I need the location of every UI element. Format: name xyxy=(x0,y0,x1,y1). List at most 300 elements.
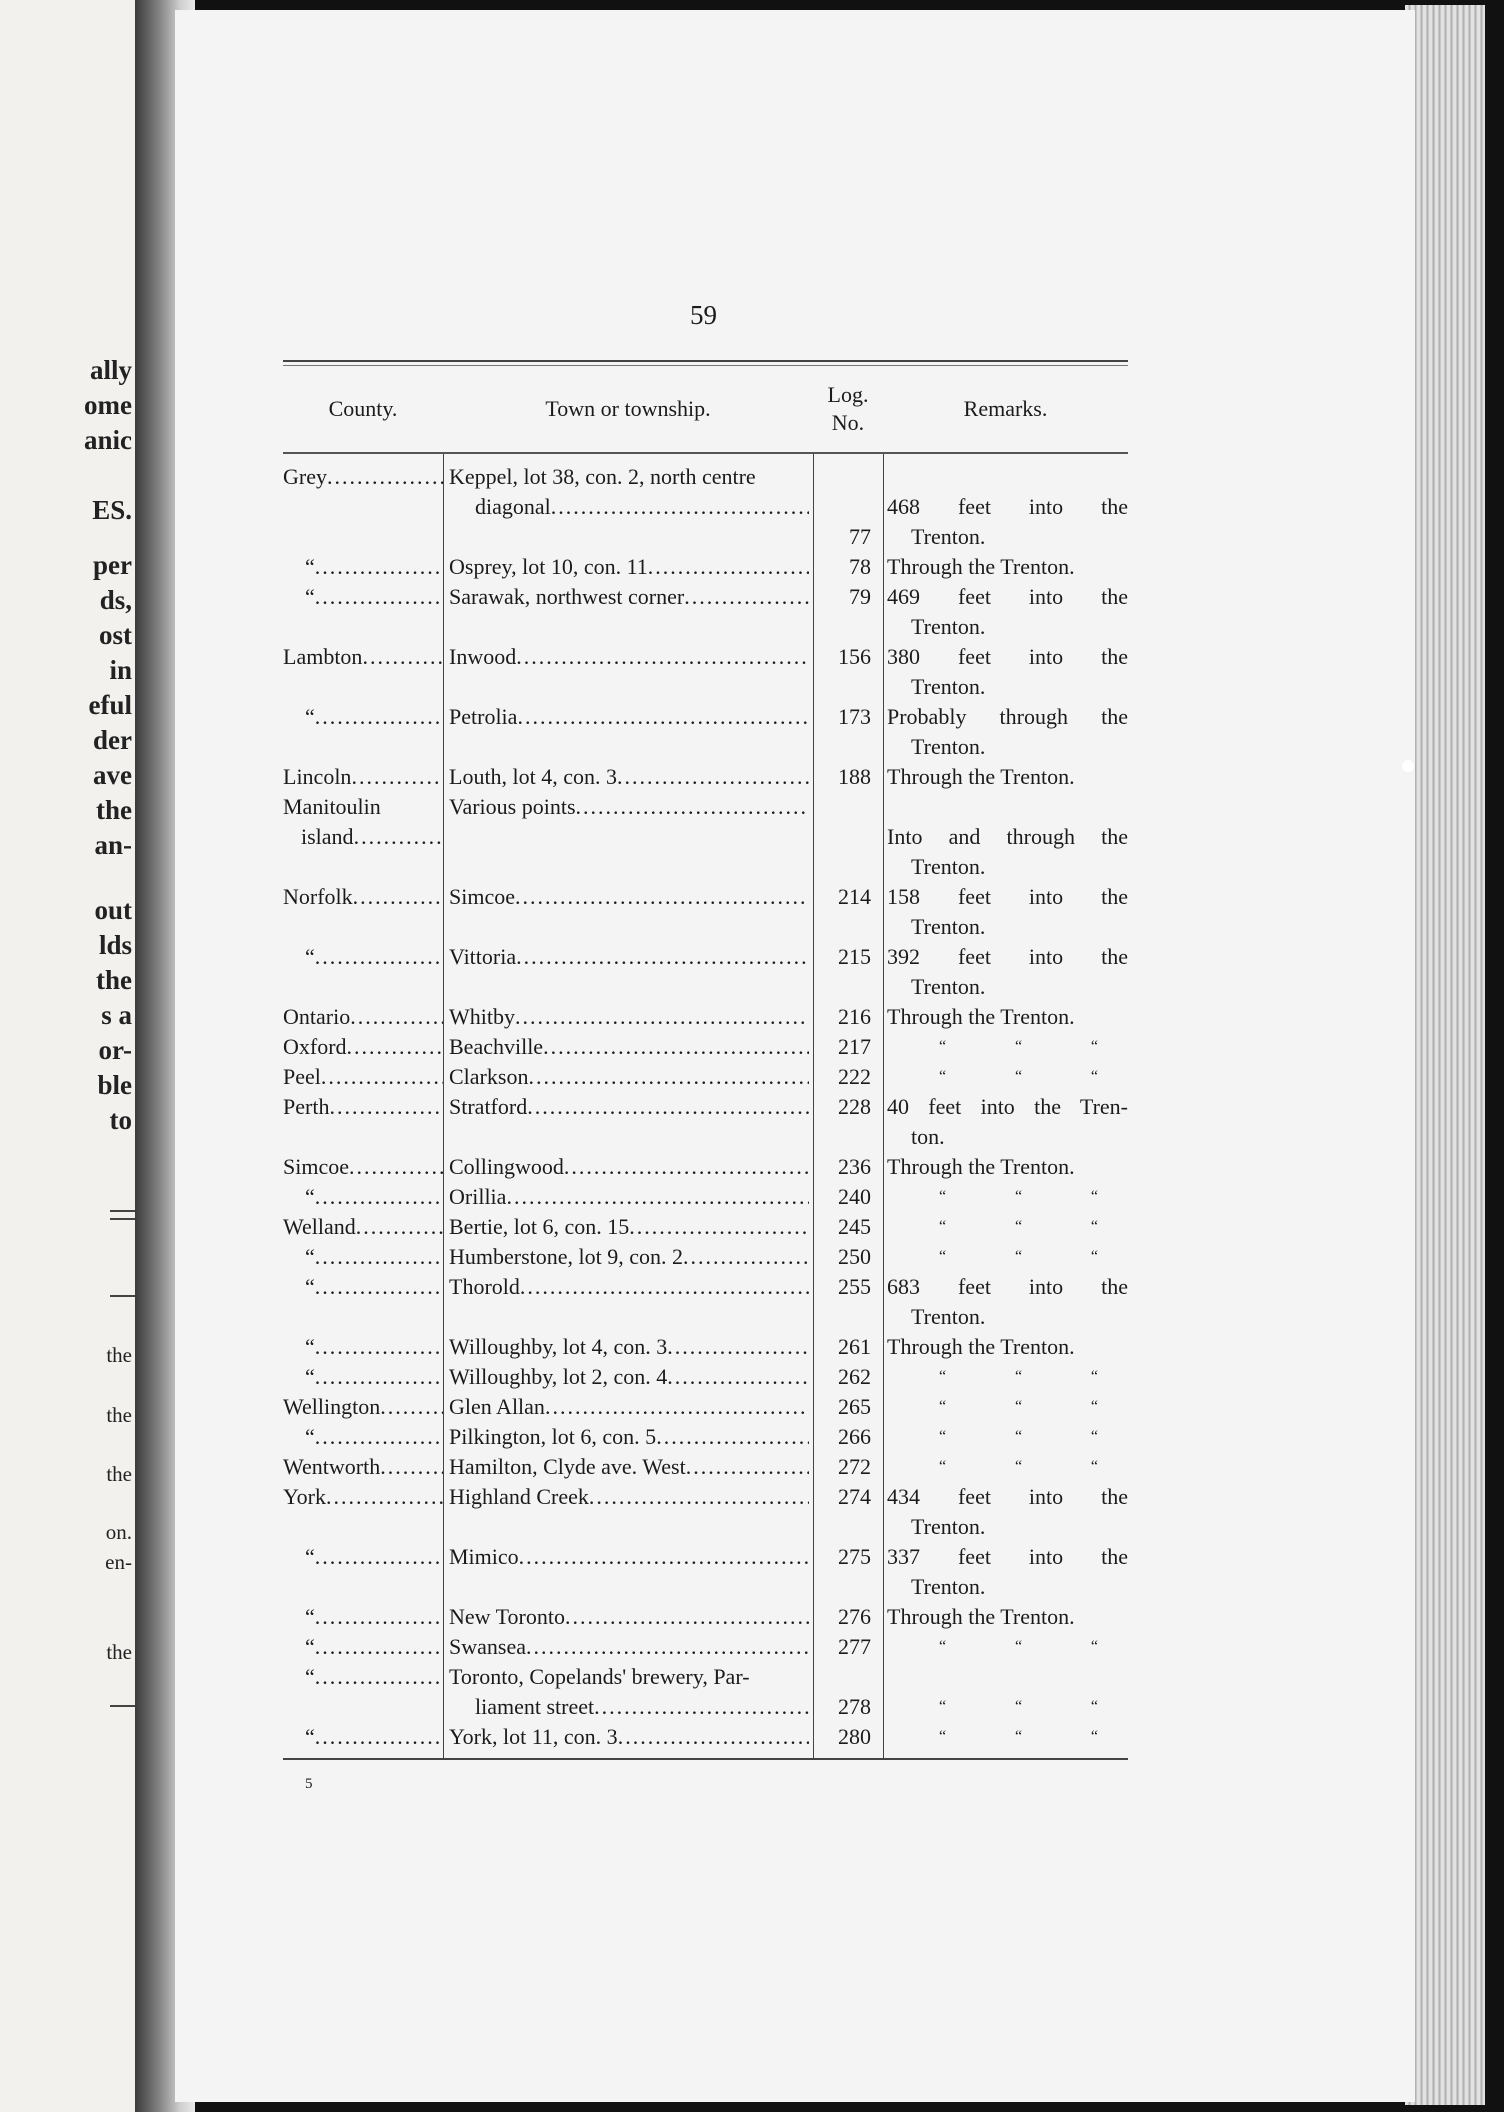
dot-leader xyxy=(315,702,443,732)
left-page-text: ost xyxy=(99,620,132,650)
spacer xyxy=(887,1662,1128,1692)
dot-leader xyxy=(618,1722,809,1752)
ditto-mark: “ xyxy=(1090,1248,1098,1265)
left-page-text: the xyxy=(106,1640,132,1664)
town-name-wrap xyxy=(449,1602,809,1632)
town-cell xyxy=(443,1212,813,1242)
county-name: island xyxy=(301,824,354,849)
town-name-wrap xyxy=(449,1722,809,1752)
town-name: Orillia xyxy=(449,1184,507,1209)
ditto-mark: “ xyxy=(1014,1458,1023,1475)
remark-text: 158 feet into the xyxy=(887,884,1128,909)
table-row xyxy=(283,1062,1128,1092)
dot-leader xyxy=(564,1152,809,1182)
town-name: Willoughby, lot 2, con. 4 xyxy=(449,1364,668,1389)
remarks-cell xyxy=(883,1092,1128,1152)
dot-leader xyxy=(315,1542,443,1572)
town-name-wrap xyxy=(449,1692,809,1722)
county-name: Perth xyxy=(283,1094,330,1119)
column-divider xyxy=(883,454,884,1758)
town-cell xyxy=(443,1392,813,1422)
county-ditto-wrap xyxy=(283,1722,443,1752)
county-cell xyxy=(283,882,443,942)
county-name-wrap xyxy=(283,462,443,492)
ditto-mark: “ xyxy=(1090,1218,1098,1235)
town-cell xyxy=(443,552,813,582)
left-page-text: the xyxy=(106,1403,132,1427)
ditto-mark: “ xyxy=(1014,1248,1023,1265)
remark-text: Trenton. xyxy=(911,1514,986,1539)
county-ditto: “ xyxy=(305,1604,315,1629)
log-number: 240 xyxy=(838,1184,871,1209)
remarks-cell xyxy=(883,1542,1128,1602)
town-name: liament street xyxy=(475,1694,595,1719)
remark-text: Trenton. xyxy=(911,974,986,999)
log-number: 173 xyxy=(838,704,871,729)
county-name: Welland xyxy=(283,1214,356,1239)
county-ditto: “ xyxy=(305,1424,315,1449)
town-cell xyxy=(443,1452,813,1482)
left-page-text: ES. xyxy=(92,495,132,525)
remark-text: 40 feet into the Tren- xyxy=(887,1094,1128,1119)
remark-text: 434 feet into the xyxy=(887,1484,1128,1509)
dot-leader xyxy=(326,1482,443,1512)
county-name-wrap xyxy=(283,1092,443,1122)
log-number: 275 xyxy=(838,1544,871,1569)
table-row xyxy=(283,582,1128,642)
remark-text: Trenton. xyxy=(911,674,986,699)
remarks-cell xyxy=(883,702,1128,762)
county-name-wrap xyxy=(283,642,443,672)
dot-leader xyxy=(589,1482,809,1512)
signature-mark: 5 xyxy=(305,1776,313,1792)
ditto-mark: “ xyxy=(939,1218,947,1235)
left-page-text: the xyxy=(106,1462,132,1486)
ditto-mark: “ xyxy=(1090,1458,1098,1475)
left-page-text: on. xyxy=(105,1520,132,1544)
town-name-wrap xyxy=(449,1062,809,1092)
town-name: Collingwood xyxy=(449,1154,564,1179)
remarks-cell xyxy=(883,1062,1128,1092)
town-name-wrap xyxy=(449,792,809,822)
county-ditto-wrap xyxy=(283,1182,443,1212)
log-number: 215 xyxy=(838,944,871,969)
dot-leader xyxy=(506,1182,809,1212)
dot-leader xyxy=(329,1092,443,1122)
town-name-wrap xyxy=(449,1032,809,1062)
town-name: Willoughby, lot 4, con. 3 xyxy=(449,1334,668,1359)
town-name: Petrolia xyxy=(449,704,518,729)
remark-text: 469 feet into the xyxy=(887,584,1128,609)
table-row xyxy=(283,1212,1128,1242)
table-body xyxy=(283,454,1128,1758)
header-log-line2: No. xyxy=(831,410,865,435)
town-name-wrap xyxy=(449,1152,809,1182)
county-ditto: “ xyxy=(305,1724,315,1749)
dot-leader xyxy=(516,642,809,672)
remarks-cell xyxy=(883,942,1128,1002)
page-number: 59 xyxy=(690,300,717,330)
remarks-cell xyxy=(883,1332,1128,1362)
dot-leader xyxy=(617,762,809,792)
county-name: Norfolk xyxy=(283,884,353,909)
table-row xyxy=(283,882,1128,942)
town-name: Various points xyxy=(449,794,576,819)
table-row xyxy=(283,1602,1128,1632)
county-cell xyxy=(283,1422,443,1452)
log-number: 266 xyxy=(838,1424,871,1449)
town-name-wrap xyxy=(449,492,809,522)
town-cell xyxy=(443,1362,813,1392)
dot-leader xyxy=(515,882,809,912)
remark-text: Trenton. xyxy=(911,854,986,879)
town-name: Mimico xyxy=(449,1544,519,1569)
table-row xyxy=(283,1032,1128,1062)
log-number: 274 xyxy=(838,1484,871,1509)
town-name-wrap xyxy=(449,762,809,792)
town-name: diagonal xyxy=(475,494,551,519)
county-name-wrap xyxy=(283,1482,443,1512)
log-table xyxy=(283,360,1128,1760)
dot-leader xyxy=(351,762,443,792)
table-row xyxy=(283,1632,1128,1662)
dot-leader xyxy=(520,1272,809,1302)
dot-leader xyxy=(686,1452,809,1482)
left-page-text: the xyxy=(106,1343,132,1367)
town-name: Beachville xyxy=(449,1034,544,1059)
county-name: Peel xyxy=(283,1064,321,1089)
left-page-text: the xyxy=(96,965,132,995)
log-number: 261 xyxy=(838,1334,871,1359)
county-cell xyxy=(283,1662,443,1722)
town-name-wrap xyxy=(449,1212,809,1242)
ditto-mark: “ xyxy=(939,1068,947,1085)
town-cell xyxy=(443,1482,813,1542)
page-edges xyxy=(1405,5,1485,2105)
remark-text: Probably through the xyxy=(887,704,1128,729)
log-number: 77 xyxy=(849,524,871,549)
county-name: Ontario xyxy=(283,1004,351,1029)
dot-leader xyxy=(515,1002,809,1032)
county-name-wrap xyxy=(283,1032,443,1062)
county-cell xyxy=(283,702,443,762)
remark-text: Through the Trenton. xyxy=(887,1154,1075,1179)
county-name: Oxford xyxy=(283,1034,347,1059)
county-name: Wentworth xyxy=(283,1454,381,1479)
town-name: Clarkson xyxy=(449,1064,529,1089)
remarks-cell xyxy=(883,1602,1128,1632)
dot-leader xyxy=(353,882,443,912)
dot-leader xyxy=(362,642,443,672)
ditto-mark: “ xyxy=(939,1728,947,1745)
left-page-text: to xyxy=(109,1105,132,1135)
town-name: York, lot 11, con. 3 xyxy=(449,1724,618,1749)
town-name: Sarawak, northwest corner xyxy=(449,584,685,609)
header-county: County. xyxy=(328,396,398,421)
county-cell xyxy=(283,1482,443,1542)
county-cell xyxy=(283,582,443,642)
table-row xyxy=(283,1482,1128,1542)
table-row xyxy=(283,1332,1128,1362)
remarks-cell xyxy=(883,1272,1128,1332)
remarks-cell xyxy=(883,1182,1128,1212)
dot-leader xyxy=(667,1362,809,1392)
county-name-wrap xyxy=(283,882,443,912)
town-name: Osprey, lot 10, con. 11 xyxy=(449,554,648,579)
town-cell xyxy=(443,1242,813,1272)
dot-leader xyxy=(594,1692,809,1722)
town-name: Toronto, Copelands' brewery, Par- xyxy=(449,1664,750,1689)
remarks-cell xyxy=(883,1242,1128,1272)
ditto-marks xyxy=(887,1212,1128,1242)
county-cell xyxy=(283,942,443,1002)
town-name: Simcoe xyxy=(449,884,515,909)
log-number: 214 xyxy=(838,884,871,909)
remarks-cell xyxy=(883,1662,1128,1722)
table-row xyxy=(283,642,1128,702)
dot-leader xyxy=(629,1212,809,1242)
table-row xyxy=(283,552,1128,582)
dot-leader xyxy=(551,492,809,522)
remarks-cell xyxy=(883,762,1128,792)
ditto-mark: “ xyxy=(1014,1038,1023,1055)
ditto-mark: “ xyxy=(1090,1398,1098,1415)
ditto-marks xyxy=(887,1242,1128,1272)
ditto-mark: “ xyxy=(939,1188,947,1205)
remark-text: Trenton. xyxy=(911,914,986,939)
county-name-wrap xyxy=(283,1452,443,1482)
log-number: 276 xyxy=(838,1604,871,1629)
town-name: Keppel, lot 38, con. 2, north centre xyxy=(449,464,756,489)
log-number: 188 xyxy=(838,764,871,789)
ditto-marks xyxy=(887,1452,1128,1482)
ditto-marks xyxy=(887,1032,1128,1062)
column-divider xyxy=(813,454,814,1758)
remarks-cell xyxy=(883,1632,1128,1662)
log-number: 228 xyxy=(838,1094,871,1119)
town-cell xyxy=(443,1152,813,1182)
town-cell xyxy=(443,1182,813,1212)
ditto-marks xyxy=(887,1632,1128,1662)
town-cell xyxy=(443,1272,813,1332)
log-number: 278 xyxy=(838,1694,871,1719)
remarks-cell xyxy=(883,552,1128,582)
log-number: 78 xyxy=(849,554,871,579)
header-remarks: Remarks. xyxy=(963,396,1048,421)
remark-text: Through the Trenton. xyxy=(887,1334,1075,1359)
remarks-cell xyxy=(883,1002,1128,1032)
table-row xyxy=(283,1182,1128,1212)
left-page-text: or- xyxy=(98,1035,132,1065)
spacer xyxy=(887,792,1128,822)
dot-leader xyxy=(315,1332,443,1362)
log-number: 216 xyxy=(838,1004,871,1029)
town-name-wrap xyxy=(449,942,809,972)
dot-leader xyxy=(684,582,809,612)
dot-leader xyxy=(356,1212,443,1242)
county-cell xyxy=(283,1602,443,1632)
scan-marker xyxy=(1402,760,1414,772)
dot-leader xyxy=(315,1272,443,1302)
ditto-mark: “ xyxy=(1014,1398,1023,1415)
town-name-wrap xyxy=(449,1392,809,1422)
table-row xyxy=(283,1362,1128,1392)
remark-text: 468 feet into the xyxy=(887,494,1128,519)
header-log xyxy=(813,381,883,437)
table-row xyxy=(283,1662,1128,1722)
log-number: 245 xyxy=(838,1214,871,1239)
left-page-text: an- xyxy=(94,830,132,860)
dot-leader xyxy=(315,1242,443,1272)
remark-text: Trenton. xyxy=(911,614,986,639)
spacer xyxy=(887,462,1128,492)
ditto-mark: “ xyxy=(1014,1368,1023,1385)
county-ditto: “ xyxy=(305,1244,315,1269)
town-name: Glen Allan xyxy=(449,1394,545,1419)
ditto-mark: “ xyxy=(1014,1638,1023,1655)
ditto-mark: “ xyxy=(1014,1698,1023,1715)
left-page-text: s a xyxy=(101,1000,132,1030)
remarks-cell xyxy=(883,1722,1128,1752)
county-name: Grey xyxy=(283,464,327,489)
dot-leader xyxy=(315,1182,443,1212)
ditto-mark: “ xyxy=(939,1428,947,1445)
remark-text: 380 feet into the xyxy=(887,644,1128,669)
county-cell xyxy=(283,762,443,792)
town-name: Swansea xyxy=(449,1634,526,1659)
county-ditto-wrap xyxy=(283,1362,443,1392)
county-ditto-wrap xyxy=(283,1242,443,1272)
left-page-fragment xyxy=(0,0,150,2112)
ditto-mark: “ xyxy=(1090,1368,1098,1385)
table-row xyxy=(283,1542,1128,1602)
dot-leader xyxy=(315,552,443,582)
ditto-marks xyxy=(887,1692,1128,1722)
table-header xyxy=(283,366,1128,454)
county-ditto: “ xyxy=(305,1634,315,1659)
county-cell xyxy=(283,1362,443,1392)
town-name-wrap xyxy=(449,582,809,612)
town-cell xyxy=(443,582,813,642)
dot-leader xyxy=(545,1392,809,1422)
town-cell xyxy=(443,1632,813,1662)
town-cell xyxy=(443,702,813,762)
town-name-wrap xyxy=(449,1632,809,1662)
ditto-mark: “ xyxy=(1090,1428,1098,1445)
county-ditto: “ xyxy=(305,1664,315,1689)
town-name: Inwood xyxy=(449,644,517,669)
town-cell xyxy=(443,1602,813,1632)
town-name: New Toronto xyxy=(449,1604,565,1629)
county-name-wrap xyxy=(283,1002,443,1032)
county-cell xyxy=(283,1002,443,1032)
county-ditto-wrap xyxy=(283,552,443,582)
county-ditto: “ xyxy=(305,704,315,729)
town-name-wrap xyxy=(449,642,809,672)
dot-leader xyxy=(527,1092,809,1122)
town-name-wrap xyxy=(449,1002,809,1032)
town-name-wrap xyxy=(449,1182,809,1212)
remark-text: Trenton. xyxy=(911,734,986,759)
ditto-mark: “ xyxy=(1014,1188,1023,1205)
ditto-mark: “ xyxy=(939,1458,947,1475)
dot-leader xyxy=(565,1602,809,1632)
column-divider xyxy=(443,454,444,1758)
town-cell xyxy=(443,462,813,552)
county-ditto: “ xyxy=(305,1364,315,1389)
dot-leader xyxy=(667,1332,809,1362)
dot-leader xyxy=(315,1602,443,1632)
table-row xyxy=(283,1242,1128,1272)
ditto-marks xyxy=(887,1392,1128,1422)
ditto-mark: “ xyxy=(1090,1638,1098,1655)
county-cell xyxy=(283,792,443,882)
county-cell xyxy=(283,1332,443,1362)
ditto-mark: “ xyxy=(1014,1218,1023,1235)
dot-leader xyxy=(354,822,443,852)
log-number: 156 xyxy=(838,644,871,669)
county-name-wrap xyxy=(283,762,443,792)
dot-leader xyxy=(315,1662,443,1692)
dot-leader xyxy=(349,1152,443,1182)
remark-text: Through the Trenton. xyxy=(887,764,1075,789)
county-cell xyxy=(283,1242,443,1272)
county-ditto-wrap xyxy=(283,1542,443,1572)
county-ditto: “ xyxy=(305,554,315,579)
county-ditto: “ xyxy=(305,584,315,609)
county-ditto-wrap xyxy=(283,1272,443,1302)
county-cell xyxy=(283,462,443,552)
log-number: 217 xyxy=(838,1034,871,1059)
dot-leader xyxy=(656,1422,809,1452)
ditto-mark: “ xyxy=(939,1248,947,1265)
county-name: Manitoulin xyxy=(283,794,381,819)
county-cell xyxy=(283,1212,443,1242)
county-cell xyxy=(283,1272,443,1332)
left-page-text: eful xyxy=(88,690,132,720)
ditto-mark: “ xyxy=(939,1698,947,1715)
county-cell xyxy=(283,1542,443,1602)
county-ditto: “ xyxy=(305,1274,315,1299)
town-name: Highland Creek xyxy=(449,1484,589,1509)
dot-leader xyxy=(526,1632,809,1662)
table-row xyxy=(283,462,1128,552)
county-ditto: “ xyxy=(305,1334,315,1359)
remark-text: Through the Trenton. xyxy=(887,1004,1075,1029)
county-name: York xyxy=(283,1484,327,1509)
town-cell xyxy=(443,942,813,1002)
town-name-wrap xyxy=(449,1422,809,1452)
table-row xyxy=(283,1092,1128,1152)
remarks-cell xyxy=(883,462,1128,552)
table-row xyxy=(283,1722,1128,1752)
log-number: 255 xyxy=(838,1274,871,1299)
log-number: 280 xyxy=(838,1724,871,1749)
table-row xyxy=(283,1152,1128,1182)
left-page-text: en- xyxy=(105,1550,132,1574)
log-number: 265 xyxy=(838,1394,871,1419)
remark-text: ton. xyxy=(911,1124,945,1149)
town-name: Bertie, lot 6, con. 15 xyxy=(449,1214,630,1239)
county-cell xyxy=(283,1062,443,1092)
table-row xyxy=(283,1422,1128,1452)
remarks-cell xyxy=(883,642,1128,702)
remarks-cell xyxy=(883,1362,1128,1392)
table-row xyxy=(283,762,1128,792)
dot-leader xyxy=(528,1062,809,1092)
remark-text: 392 feet into the xyxy=(887,944,1128,969)
ditto-mark: “ xyxy=(1090,1188,1098,1205)
